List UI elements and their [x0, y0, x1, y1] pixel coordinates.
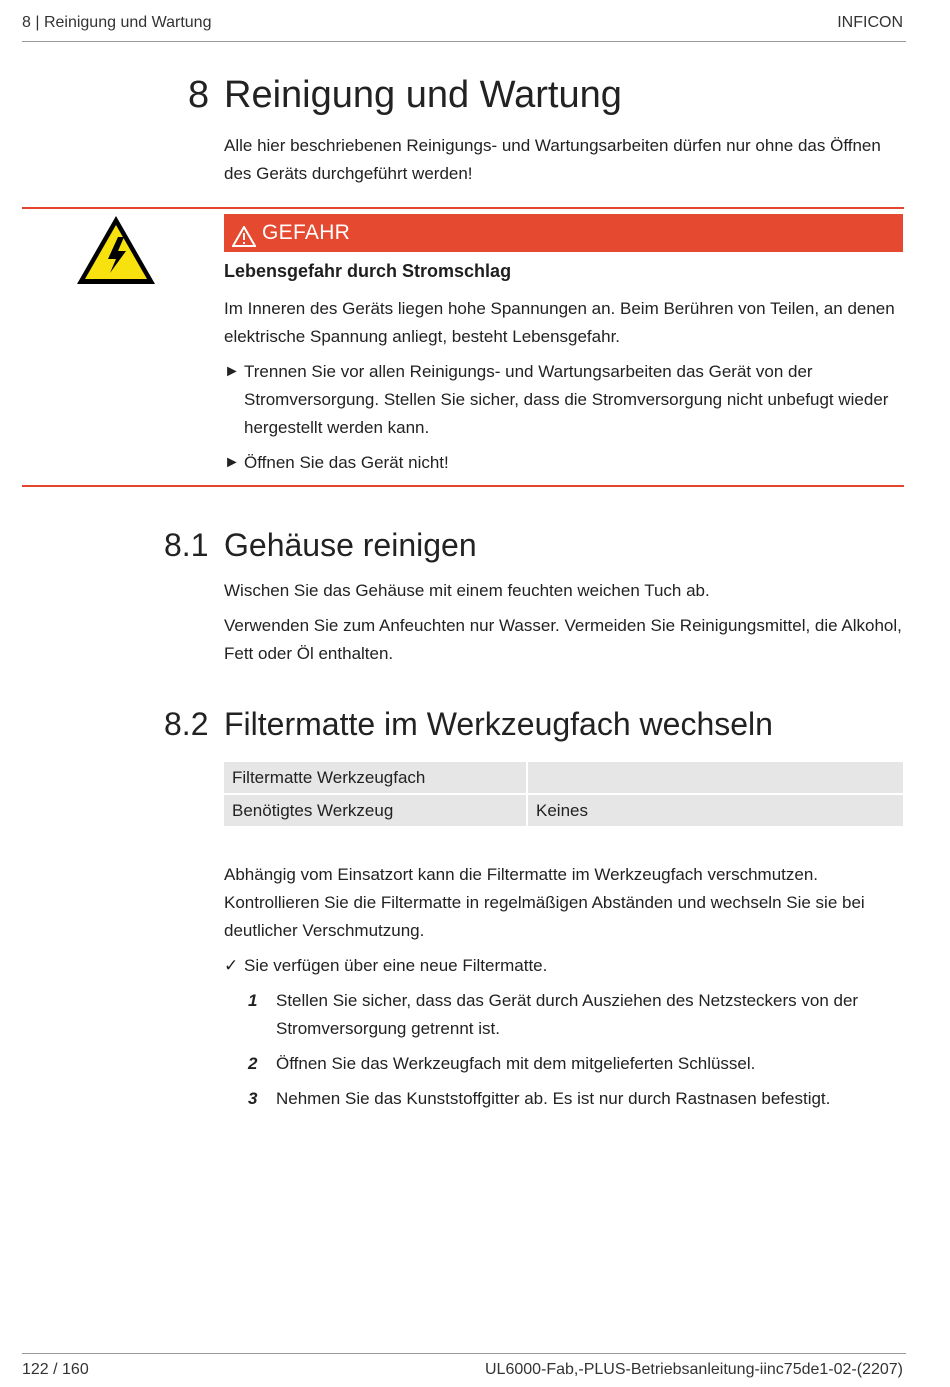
arrow-bullet-icon: ►	[224, 363, 240, 380]
chapter-number: 8	[188, 74, 210, 116]
table-cell: Keines	[528, 795, 903, 826]
tool-table	[224, 760, 903, 828]
table-cell: Filtermatte Werkzeugfach	[224, 762, 528, 793]
step-number: 3	[248, 1089, 258, 1108]
section1-paragraph: Verwenden Sie zum Anfeuchten nur Wasser. Vermeiden Sie Reinigungsmittel, die Alkohol, Fett oder Öl enthalten.	[224, 616, 902, 663]
danger-action	[224, 358, 904, 442]
section2-body	[224, 861, 904, 1113]
section1-body	[224, 577, 904, 668]
chapter-intro-text: Alle hier beschriebenen Reinigungs- und Wartungsarbeiten dürfen nur ohne das Öffnen des Geräts durchgeführt werden!	[224, 136, 881, 183]
checkmark-icon: ✓	[224, 956, 239, 975]
danger-action-text: Trennen Sie vor allen Reinigungs- und Wartungsarbeiten das Gerät von der Stromversorgung. Stellen Sie sicher, dass die Stromversorgung nicht unbefugt wieder hergestellt werden kann.	[244, 362, 889, 437]
step-number: 1	[248, 991, 258, 1010]
section-title: Filtermatte im Werkzeugfach wechseln	[224, 706, 773, 742]
footer-divider	[22, 1353, 906, 1354]
step-text: Nehmen Sie das Kunststoffgitter ab. Es ist nur durch Rastnasen befestigt.	[276, 1089, 831, 1108]
section-number: 8.1	[164, 527, 209, 563]
chapter-intro	[224, 132, 904, 188]
precondition-item	[224, 952, 904, 980]
page-number: 122 / 160	[22, 1361, 89, 1378]
list-item	[224, 987, 904, 1043]
step-number: 2	[248, 1054, 258, 1073]
danger-top-rule	[22, 207, 904, 209]
section-number: 8.2	[164, 706, 209, 742]
table-row	[224, 762, 903, 793]
table-cell	[528, 762, 903, 793]
list-item	[224, 1050, 904, 1078]
danger-bottom-rule	[22, 485, 904, 487]
header-brand: INFICON	[837, 14, 903, 31]
danger-label: GEFAHR	[262, 221, 351, 244]
danger-body	[224, 295, 904, 477]
header-divider	[22, 41, 906, 42]
header-section-title: 8 | Reinigung und Wartung	[22, 14, 212, 31]
table-cell: Benötigtes Werkzeug	[224, 795, 528, 826]
precondition-text: Sie verfügen über eine neue Filtermatte.	[244, 956, 548, 975]
danger-action	[224, 449, 904, 477]
section-title: Gehäuse reinigen	[224, 527, 477, 563]
chapter-title: Reinigung und Wartung	[224, 74, 622, 116]
arrow-bullet-icon: ►	[224, 454, 240, 471]
table-row	[224, 795, 903, 826]
list-item	[224, 1085, 904, 1113]
warning-icon	[232, 222, 256, 260]
danger-text: Im Inneren des Geräts liegen hohe Spannungen an. Beim Berühren von Teilen, an denen elektrische Spannung anliegt, besteht Lebensgefahr.	[224, 299, 895, 346]
section2-paragraph: Abhängig vom Einsatzort kann die Filtermatte im Werkzeugfach verschmutzen. Kontrollieren Sie die Filtermatte in regelmäßigen Abständen und wechseln Sie sie bei deutlicher Verschmutzung.	[224, 865, 865, 940]
danger-action-text: Öffnen Sie das Gerät nicht!	[244, 453, 449, 472]
electric-hazard-icon	[74, 213, 158, 292]
step-text: Öffnen Sie das Werkzeugfach mit dem mitgelieferten Schlüssel.	[276, 1054, 756, 1073]
document-id: UL6000-Fab,-PLUS-Betriebsanleitung-iinc75de1-02-(2207)	[484, 1361, 903, 1378]
danger-heading: Lebensgefahr durch Stromschlag	[224, 261, 512, 281]
danger-banner	[224, 214, 903, 252]
step-text: Stellen Sie sicher, dass das Gerät durch Ausziehen des Netzsteckers von der Stromversorgung getrennt ist.	[276, 991, 859, 1038]
section1-paragraph: Wischen Sie das Gehäuse mit einem feuchten weichen Tuch ab.	[224, 581, 710, 600]
